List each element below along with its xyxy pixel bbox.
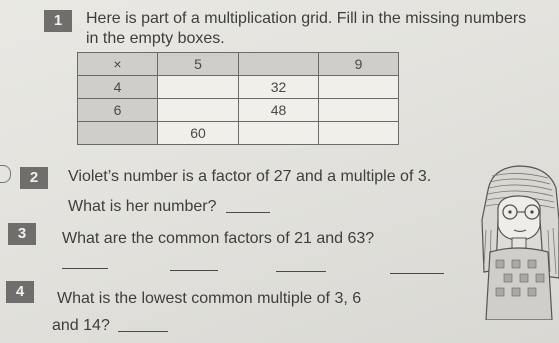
grid-cell-blank[interactable]: [319, 76, 399, 99]
question-1-number: 1: [44, 10, 72, 32]
grid-cell-header-blank[interactable]: [239, 53, 319, 76]
question-4-answer-blank[interactable]: [118, 331, 168, 332]
question-3-answer-blank-1[interactable]: [62, 268, 108, 269]
multiplication-grid: [77, 52, 399, 145]
question-4-text-line2: and 14?: [52, 317, 110, 334]
grid-cell-blank[interactable]: [158, 99, 239, 122]
grid-cell-blank[interactable]: [158, 76, 239, 99]
grid-cell-32: 32: [239, 76, 319, 99]
question-3-answer-blank-2[interactable]: [170, 270, 218, 271]
question-2-text-line1: Violet’s number is a factor of 27 and a multiple of 3.: [68, 168, 432, 185]
grid-cell-blank[interactable]: [319, 122, 399, 145]
grid-header-row: [78, 53, 399, 76]
grid-cell-header-5: 5: [158, 53, 239, 76]
grid-cell-row-header-blank[interactable]: [78, 122, 158, 145]
question-4-number: 4: [6, 281, 34, 303]
question-1-text-line2: in the empty boxes.: [86, 30, 225, 47]
violet-character-icon: [478, 160, 559, 320]
question-3-text: What are the common factors of 21 and 63?: [62, 230, 375, 247]
question-2-number: 2: [20, 167, 48, 189]
binder-ring-mark: [0, 165, 11, 183]
grid-cell-blank[interactable]: [239, 122, 319, 145]
grid-cell-blank[interactable]: [319, 99, 399, 122]
grid-row-blank: [78, 122, 399, 145]
grid-row-4: [78, 76, 399, 99]
grid-cell-48: 48: [239, 99, 319, 122]
question-1-text-line1: Here is part of a multiplication grid. Fill in the missing numbers: [86, 10, 527, 27]
grid-row-6: [78, 99, 399, 122]
question-2-text-line2: What is her number?: [68, 198, 217, 215]
question-3-number: 3: [8, 223, 36, 245]
grid-cell-row-header-6: 6: [78, 99, 158, 122]
grid-cell-60: 60: [158, 122, 239, 145]
question-4-text-line1: What is the lowest common multiple of 3, 6: [57, 290, 362, 307]
question-3-answer-blank-4[interactable]: [390, 273, 444, 274]
grid-cell-header-9: 9: [319, 53, 399, 76]
question-3-answer-blank-3[interactable]: [276, 271, 326, 272]
question-2-answer-blank[interactable]: [226, 212, 270, 213]
grid-cell-times-sign: ×: [78, 53, 158, 76]
grid-cell-row-header-4: 4: [78, 76, 158, 99]
